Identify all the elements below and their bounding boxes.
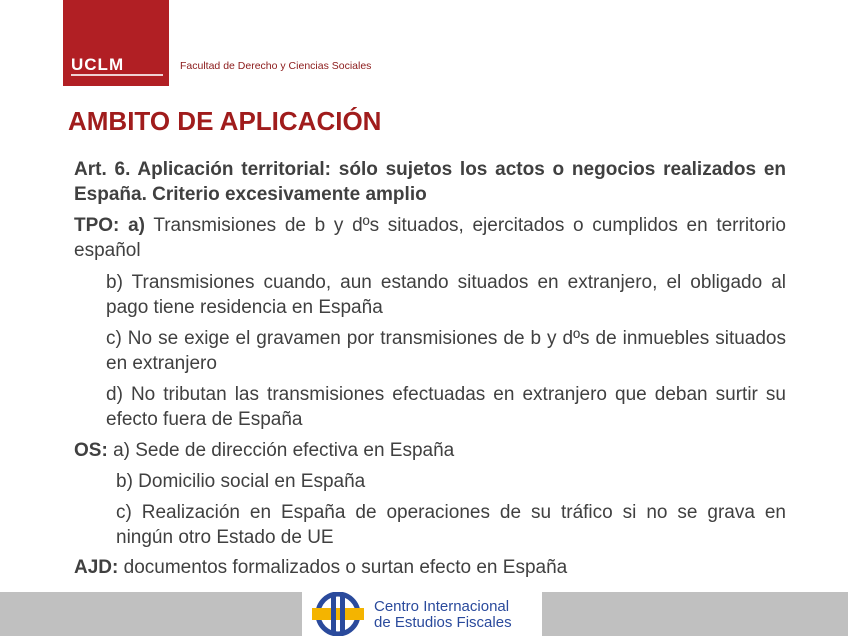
ciat-emblem-icon	[304, 592, 372, 636]
os-label: OS:	[74, 440, 108, 461]
logo-underline	[71, 74, 163, 76]
art-6-paragraph	[74, 157, 786, 207]
faculty-name: Facultad de Derecho y Ciencias Sociales	[180, 60, 372, 72]
art-6-text: Art. 6. Aplicación territorial: sólo sujetos los actos o negocios realizados en España. Criterio excesivamente amplio	[74, 159, 786, 205]
ciat-name-line1: Centro Internacional	[374, 598, 510, 615]
tpo-d-text: d) No tributan las transmisiones efectuadas en extranjero que deban surtir su efecto fuera de España	[106, 384, 786, 430]
os-c-text: c) Realización en España de operaciones de su tráfico si no se grava en ningún otro Estado de UE	[116, 502, 786, 548]
os-b-paragraph	[116, 469, 786, 494]
tpo-c-paragraph	[106, 326, 786, 376]
tpo-a-paragraph	[74, 213, 786, 263]
os-c-paragraph	[116, 500, 786, 550]
tpo-b-paragraph	[106, 270, 786, 320]
os-b-text: b) Domicilio social en España	[116, 471, 366, 492]
tpo-c-text: c) No se exige el gravamen por transmisiones de b y dºs de inmuebles situados en extranjero	[106, 328, 786, 374]
ajd-label: AJD:	[74, 557, 119, 578]
slide-title: AMBITO DE APLICACIÓN	[68, 106, 382, 136]
tpo-a-text: Transmisiones de b y dºs situados, ejercitados o cumplidos en territorio español	[74, 215, 786, 261]
logo-text: UCLM	[71, 55, 125, 74]
tpo-d-paragraph	[106, 382, 786, 432]
ajd-text: documentos formalizados o surtan efecto en España	[123, 557, 568, 578]
uclm-logo	[63, 0, 169, 86]
ciat-name-line2: de Estudios Fiscales	[374, 614, 512, 631]
tpo-b-text: b) Transmisiones cuando, aun estando situados en extranjero, el obligado al pago tiene residencia en España	[106, 272, 786, 318]
ajd-paragraph	[74, 555, 786, 580]
os-a-text: a) Sede de dirección efectiva en España	[113, 440, 455, 461]
tpo-label: TPO: a)	[74, 215, 145, 236]
ciat-logo	[302, 592, 542, 636]
os-a-paragraph	[74, 438, 786, 463]
